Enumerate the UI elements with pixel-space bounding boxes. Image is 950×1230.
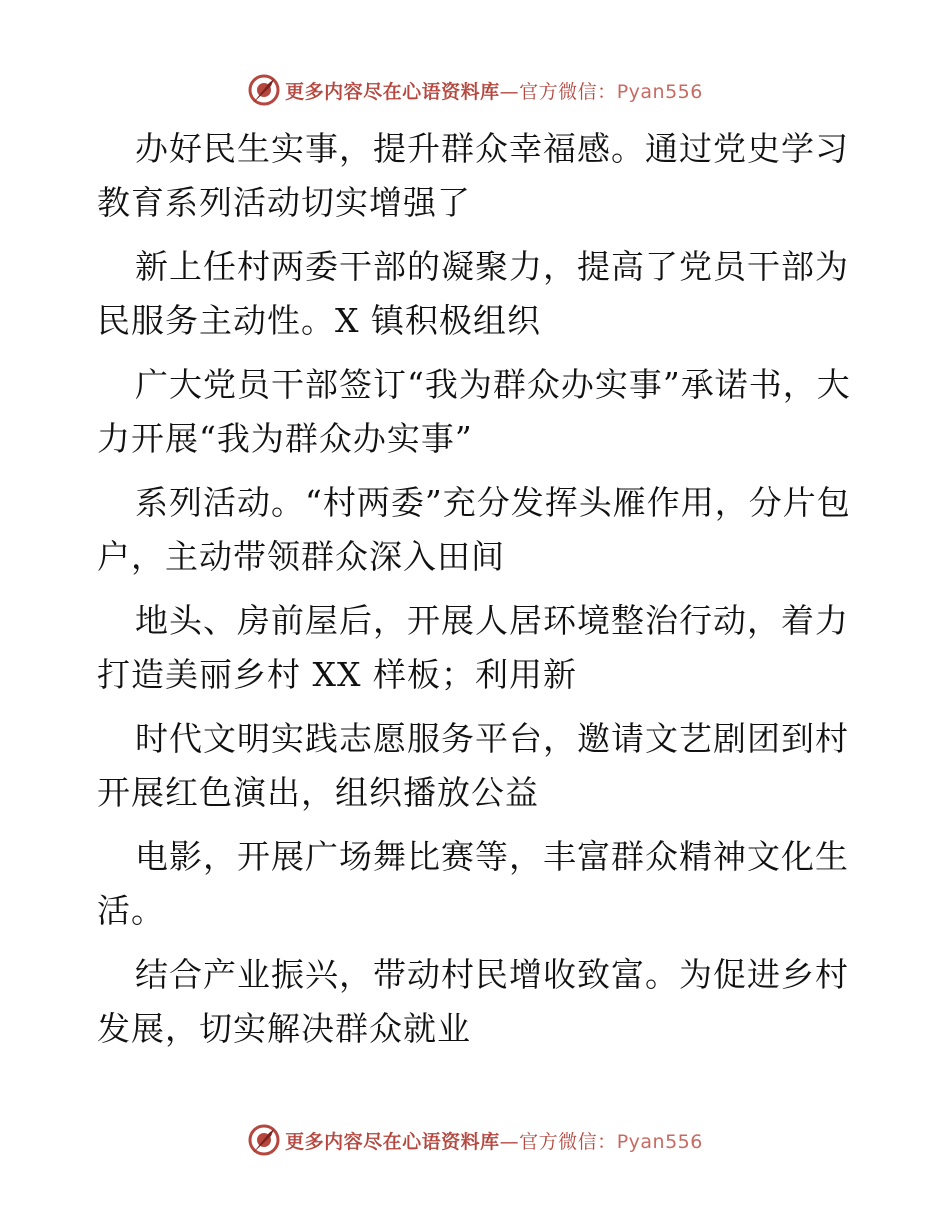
paragraph-6: 时代文明实践志愿服务平台，邀请文艺剧团到村开展红色演出，组织播放公益 <box>97 719 849 812</box>
footer-official-label: 官方微信： <box>519 1130 617 1153</box>
header-wechat-id: Pyan556 <box>616 80 703 103</box>
footer-brand: 更多内容尽在心语资料库 <box>285 1130 500 1153</box>
footer-banner-text <box>285 1127 703 1154</box>
header-brand: 更多内容尽在心语资料库 <box>285 80 500 103</box>
quill-logo-icon <box>247 1123 281 1157</box>
paragraph-3: 广大党员干部签订“我为群众办实事”承诺书，大力开展“我为群众办实事” <box>97 365 851 458</box>
header-official-label: 官方微信： <box>519 80 617 103</box>
paragraph-7: 电影，开展广场舞比赛等，丰富群众精神文化生活。 <box>97 837 849 930</box>
paragraph-5: 地头、房前屋后，开展人居环境整治行动，着力打造美丽乡村 XX 样板；利用新 <box>97 601 849 694</box>
footer-dash: — <box>499 1130 520 1153</box>
paragraph-4: 系列活动。“村两委”充分发挥头雁作用，分片包户，主动带领群众深入田间 <box>97 483 851 576</box>
footer-wechat-id: Pyan556 <box>616 1130 703 1153</box>
paragraph-8: 结合产业振兴，带动村民增收致富。为促进乡村发展，切实解决群众就业 <box>97 955 849 1048</box>
footer-watermark <box>0 1120 950 1160</box>
header-banner-text <box>285 77 703 104</box>
document-body <box>97 122 857 1066</box>
paragraph-1: 办好民生实事，提升群众幸福感。通过党史学习教育系列活动切实增强了 <box>97 129 849 222</box>
header-watermark <box>0 70 950 110</box>
paragraph-2: 新上任村两委干部的凝聚力，提高了党员干部为民服务主动性。X 镇积极组织 <box>97 247 849 340</box>
header-dash: — <box>499 80 520 103</box>
quill-logo-icon <box>247 73 281 107</box>
